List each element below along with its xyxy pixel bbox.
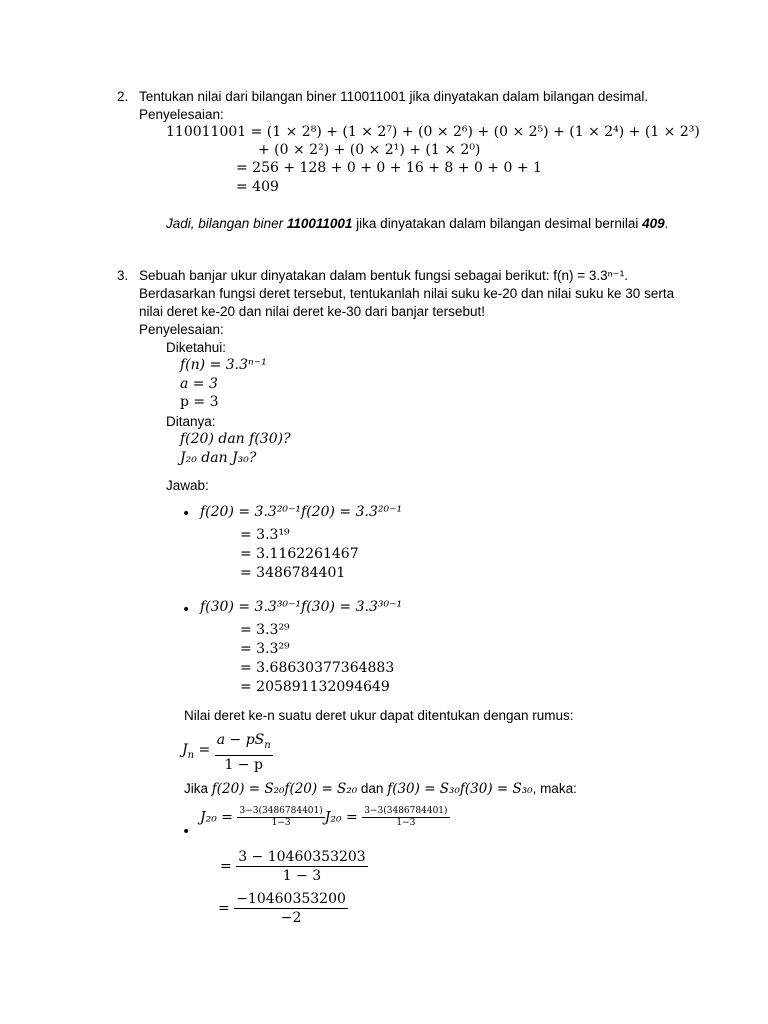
j20-frac1-numerator: 3−3(3486784401) [239, 806, 323, 816]
j20-step-1: = $\frac{3 - 10460353203}{1 - 3}$ [220, 849, 366, 884]
j20-head [200, 806, 450, 829]
f20-head: f(20) = 3.3²⁰⁻¹f(20) = 3.3²⁰⁻¹ [200, 504, 403, 520]
conclusion-end: . [664, 216, 669, 231]
j20-step-2-numerator: −10460353200 [236, 891, 346, 907]
formula-jn: $J_n$ = $\frac{a - pS_n}{1 - p}$ [182, 732, 271, 773]
j20-frac2-denominator: 1−3 [396, 818, 416, 828]
f30-step-2: = 3.3²⁹ [240, 641, 290, 657]
formula-denominator: 1 − p [224, 756, 263, 773]
problem-3-solution-label: Penyelesaian: [139, 322, 224, 337]
j20-frac1-denominator: 1−3 [271, 818, 291, 828]
formula-lhs-sub: n [187, 749, 195, 761]
j20-mid: J₂₀ = [324, 809, 358, 826]
j20-frac2-numerator: 3−3(3486784401) [364, 806, 448, 816]
if-statement [184, 780, 577, 798]
formula-numerator-sub: n [264, 739, 271, 751]
conclusion-binary: 110011001 [286, 216, 353, 231]
bullet-f20: • [182, 506, 191, 522]
problem-3-question-line-3: nilai deret ke-20 dan nilai deret ke-30 dari banjar tersebut! [139, 304, 485, 319]
f30-step-4: = 205891132094649 [240, 679, 390, 695]
problem-2-equation-line-4: = 409 [236, 179, 279, 195]
if-expression-1: f(20) = S₂₀f(20) = S₂₀ [211, 781, 358, 797]
problem-2-equation-line-2: + (0 × 2²) + (0 × 2¹) + (1 × 2⁰) [258, 142, 481, 158]
formula-lhs: J [182, 741, 188, 758]
known-label: Diketahui: [166, 340, 227, 355]
formula-numerator: a − pS [216, 732, 265, 748]
asked-label: Ditanya: [166, 414, 216, 429]
bullet-f30: • [182, 602, 191, 618]
j20-step-1-numerator: 3 − 10460353203 [238, 849, 366, 865]
f20-step-1: = 3.3¹⁹ [240, 527, 290, 543]
if-end: , maka: [532, 781, 577, 796]
problem-2-solution-label: Penyelesaian: [139, 107, 224, 122]
j20-step-1-denominator: 1 − 3 [282, 868, 322, 884]
f20-step-3: = 3486784401 [240, 565, 346, 581]
problem-3-question-line-1: Sebuah banjar ukur dinyatakan dalam bentuk fungsi sebagai berikut: f(n) = 3.3ⁿ⁻¹. [139, 268, 628, 283]
if-expression-2: f(30) = S₃₀f(30) = S₃₀ [387, 781, 533, 797]
j20-step-2: = $\frac{-10460353200}{-2}$ [218, 891, 346, 926]
answer-label: Jawab: [166, 478, 209, 493]
problem-2-conclusion [166, 215, 668, 232]
problem-2-equation-line-1: 110011001 = (1 × 2⁸) + (1 × 2⁷) + (0 × 2⁶) + (0 × 2⁵) + (1 × 2⁴) + (1 × 2³) [166, 124, 700, 140]
problem-2-equation-line-3: = 256 + 128 + 0 + 0 + 16 + 8 + 0 + 0 + 1 [236, 160, 542, 176]
j20-lhs: J₂₀ = [200, 809, 234, 826]
asked-item-f: f(20) dan f(30)? [180, 431, 291, 447]
f30-head: f(30) = 3.3³⁰⁻¹f(30) = 3.3³⁰⁻¹ [200, 599, 403, 615]
conclusion-value: 409 [642, 216, 665, 231]
if-prefix: Jika [184, 781, 209, 796]
if-middle: dan [360, 781, 384, 796]
known-item-function: f(n) = 3.3ⁿ⁻¹ [180, 357, 267, 373]
problem-3-question-line-2: Berdasarkan fungsi deret tersebut, tentukanlah nilai suku ke-20 dan nilai suku ke 30 serta [139, 286, 675, 301]
bullet-j20: • [182, 824, 191, 840]
conclusion-middle: jika dinyatakan dalam bilangan desimal bernilai [352, 216, 643, 231]
formula-intro: Nilai deret ke-n suatu deret ukur dapat ditentukan dengan rumus: [184, 708, 574, 723]
f30-step-3: = 3.68630377364883 [240, 660, 395, 676]
problem-2-question: Tentukan nilai dari bilangan biner 110011001 jika dinyatakan dalam bilangan desimal. [139, 89, 649, 104]
conclusion-prefix: Jadi, bilangan biner [166, 216, 287, 231]
f20-step-2: = 3.1162261467 [240, 546, 359, 562]
problem-3-number: 3. [117, 268, 129, 283]
known-item-a: a = 3 [180, 376, 218, 392]
known-item-p: p = 3 [180, 394, 219, 410]
problem-2-number: 2. [117, 89, 129, 104]
j20-step-2-denominator: −2 [280, 910, 302, 926]
asked-item-j: J₂₀ dan J₃₀? [180, 450, 257, 466]
f30-step-1: = 3.3²⁹ [240, 622, 290, 638]
